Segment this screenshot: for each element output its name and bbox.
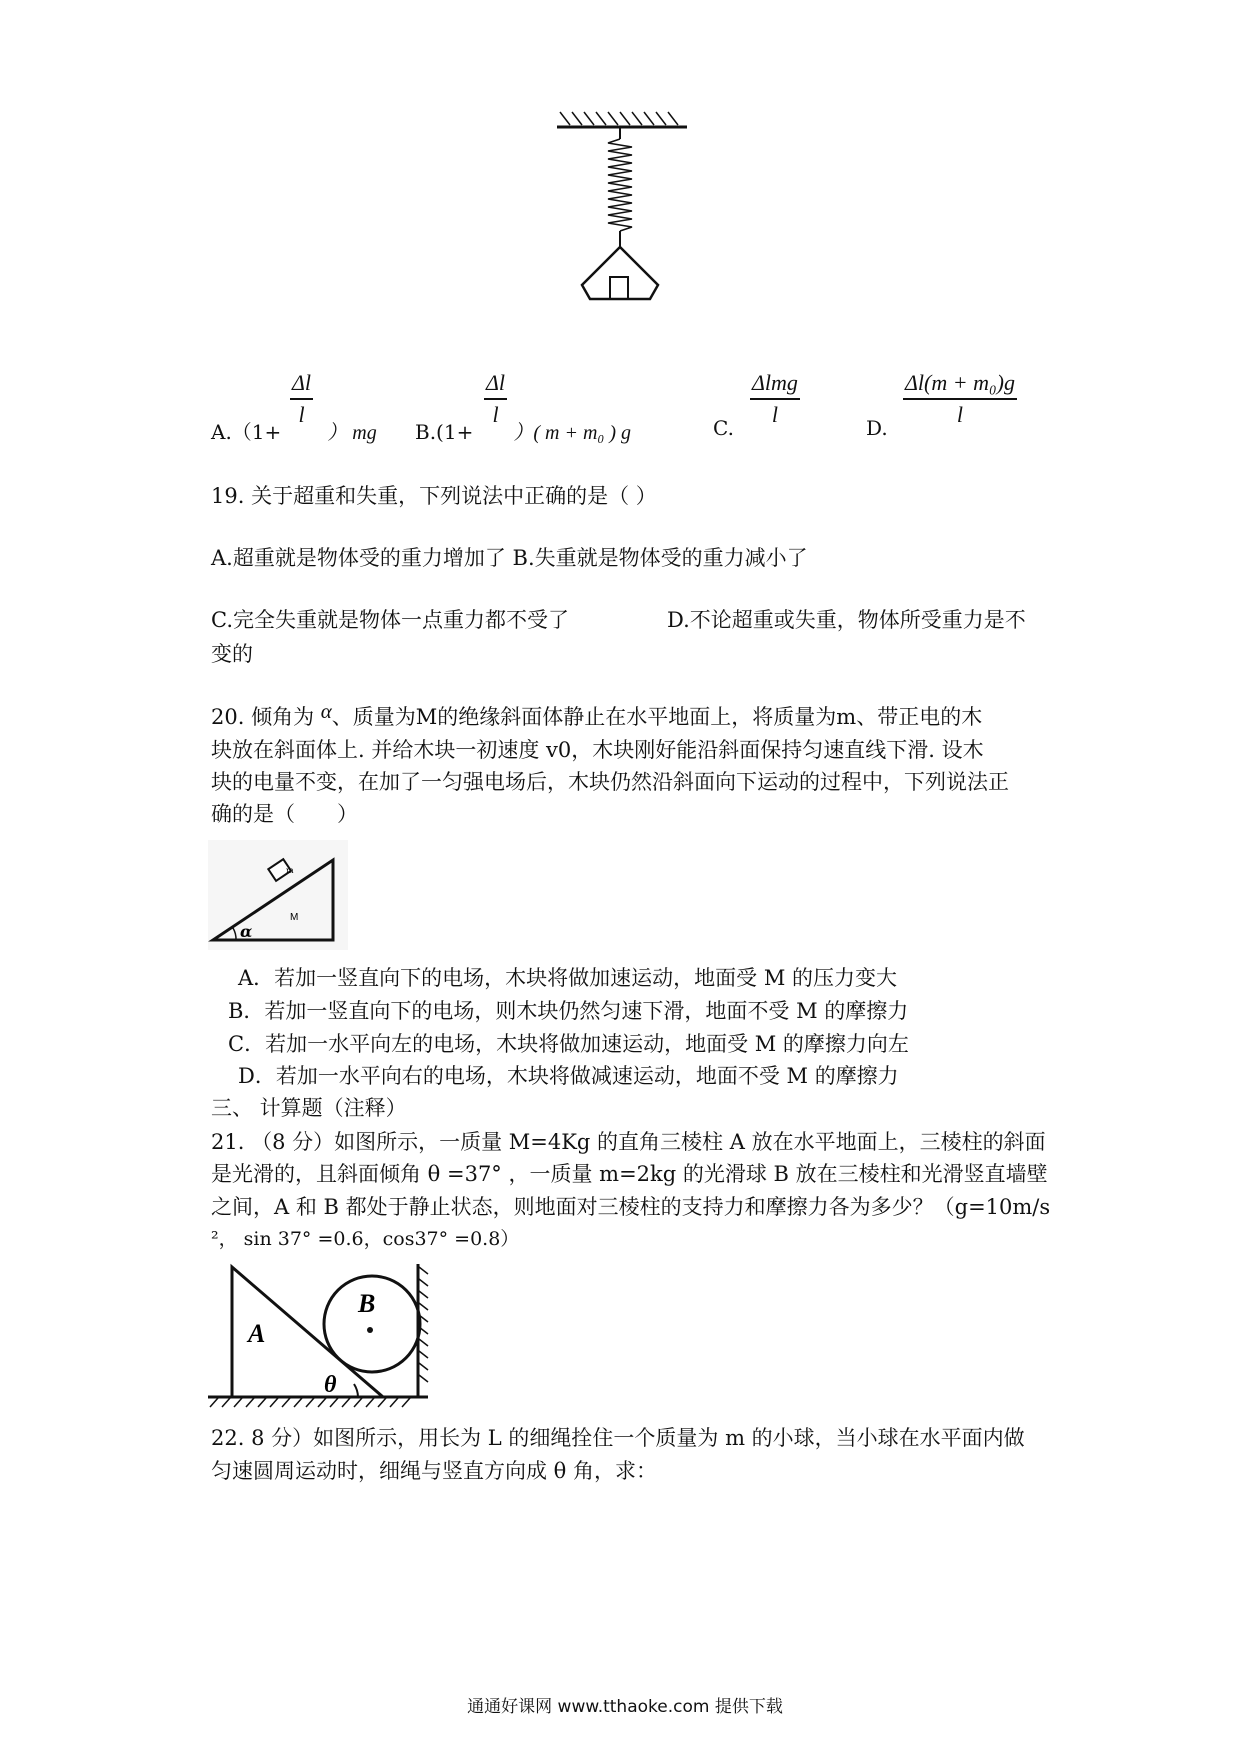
q19-stem: 19. 关于超重和失重，下列说法中正确的是（ ） (211, 484, 657, 508)
angle-label: α (240, 922, 253, 941)
spring-scale-figure (552, 107, 722, 322)
fraction-numerator: Δl (484, 372, 507, 400)
fraction-numerator: Δl(m + m₀)g (903, 372, 1017, 400)
alpha-symbol: α (320, 699, 332, 723)
option-c (713, 416, 734, 440)
q19-option-d-cont: 变的 (211, 642, 253, 666)
fraction-denominator: l (771, 402, 779, 427)
fraction-denominator: l (298, 402, 305, 427)
q19-option-c: C.完全失重就是物体一点重力都不受了 (211, 608, 569, 632)
fraction-denominator: l (956, 402, 964, 427)
fraction-numerator: Δlmg (750, 372, 800, 400)
section-heading: 三、 计算题（注释） (211, 1096, 407, 1120)
q20-line-3: 块的电量不变，在加了一匀强电场后，木块仍然沿斜面向下运动的过程中，下列说法正 (211, 770, 1009, 794)
option-b-suffix: ）( m + m₀ ) g (513, 422, 631, 444)
q20-option-b: B．若加一竖直向下的电场，则木块仍然匀速下滑，地面不受 M 的摩擦力 (228, 999, 909, 1023)
q20-text: 20. 倾角为 (211, 705, 315, 729)
q20-line-4: 确的是（ ） (211, 802, 358, 826)
fraction-denominator: l (492, 402, 499, 427)
option-b-fraction (484, 372, 507, 426)
q21-line-2: 是光滑的，且斜面倾角 θ =37° ，一质量 m=2kg 的光滑球 B 放在三棱柱和光滑竖直墙壁 (211, 1162, 1048, 1186)
q20-line-2: 块放在斜面体上. 并给木块一初速度 v0，木块刚好能沿斜面保持匀速直线下滑. 设木 (211, 738, 984, 762)
q22-line-2: 匀速圆周运动时，细绳与竖直方向成 θ 角，求： (211, 1459, 657, 1483)
option-c-label: C. (713, 416, 734, 440)
option-d (866, 416, 888, 440)
prism-label: A (248, 1319, 266, 1348)
q19-options-ab: A.超重就是物体受的重力增加了 B.失重就是物体受的重力减小了 (211, 546, 808, 570)
option-b (415, 416, 631, 445)
option-d-fraction (903, 372, 1017, 426)
option-a-fraction (290, 372, 313, 426)
option-d-label: D. (866, 416, 888, 440)
ball-label: B (358, 1289, 376, 1318)
angle-label: θ (324, 1372, 337, 1398)
q21-line-1: 21. （8 分）如图所示，一质量 M=4Kg 的直角三棱柱 A 放在水平地面上，三棱柱的斜面 (211, 1130, 1046, 1154)
incline-label: M (290, 912, 299, 923)
fraction-numerator: Δl (290, 372, 313, 400)
option-a-suffix: ） mg (327, 422, 377, 444)
q21-line-3: 之间，A 和 B 都处于静止状态，则地面对三棱柱的支持力和摩擦力各为多少？（g=10m/s (211, 1195, 1051, 1219)
q22-line-1: 22. 8 分）如图所示，用长为 L 的细绳拴住一个质量为 m 的小球，当小球在水平面内做 (211, 1426, 1025, 1450)
incline-figure (208, 840, 348, 950)
option-b-prefix: B.(1+ (415, 420, 474, 444)
q20-option-d: D．若加一水平向右的电场，木块将做减速运动，地面不受 M 的摩擦力 (238, 1064, 899, 1088)
footer-text: 通通好课网 www.tthaoke.com 提供下载 (467, 1697, 783, 1717)
option-c-fraction (750, 372, 800, 426)
q20-line-1 (211, 699, 983, 729)
prism-ball-figure (208, 1262, 433, 1412)
q20-text: 、质量为M的绝缘斜面体静止在水平地面上，将质量为m、带正电的木 (331, 705, 983, 729)
q21-line-4: ²， sin 37° =0.6，cos37° =0.8） (211, 1228, 520, 1250)
q19-option-d: D.不论超重或失重，物体所受重力是不 (667, 608, 1026, 632)
option-a-prefix: A.（1+ (211, 420, 282, 444)
q20-option-c: C．若加一水平向左的电场，木块将做加速运动，地面受 M 的摩擦力向左 (228, 1032, 909, 1056)
block-label: m (286, 866, 294, 875)
q20-option-a: A．若加一竖直向下的电场，木块将做加速运动，地面受 M 的压力变大 (238, 966, 898, 990)
